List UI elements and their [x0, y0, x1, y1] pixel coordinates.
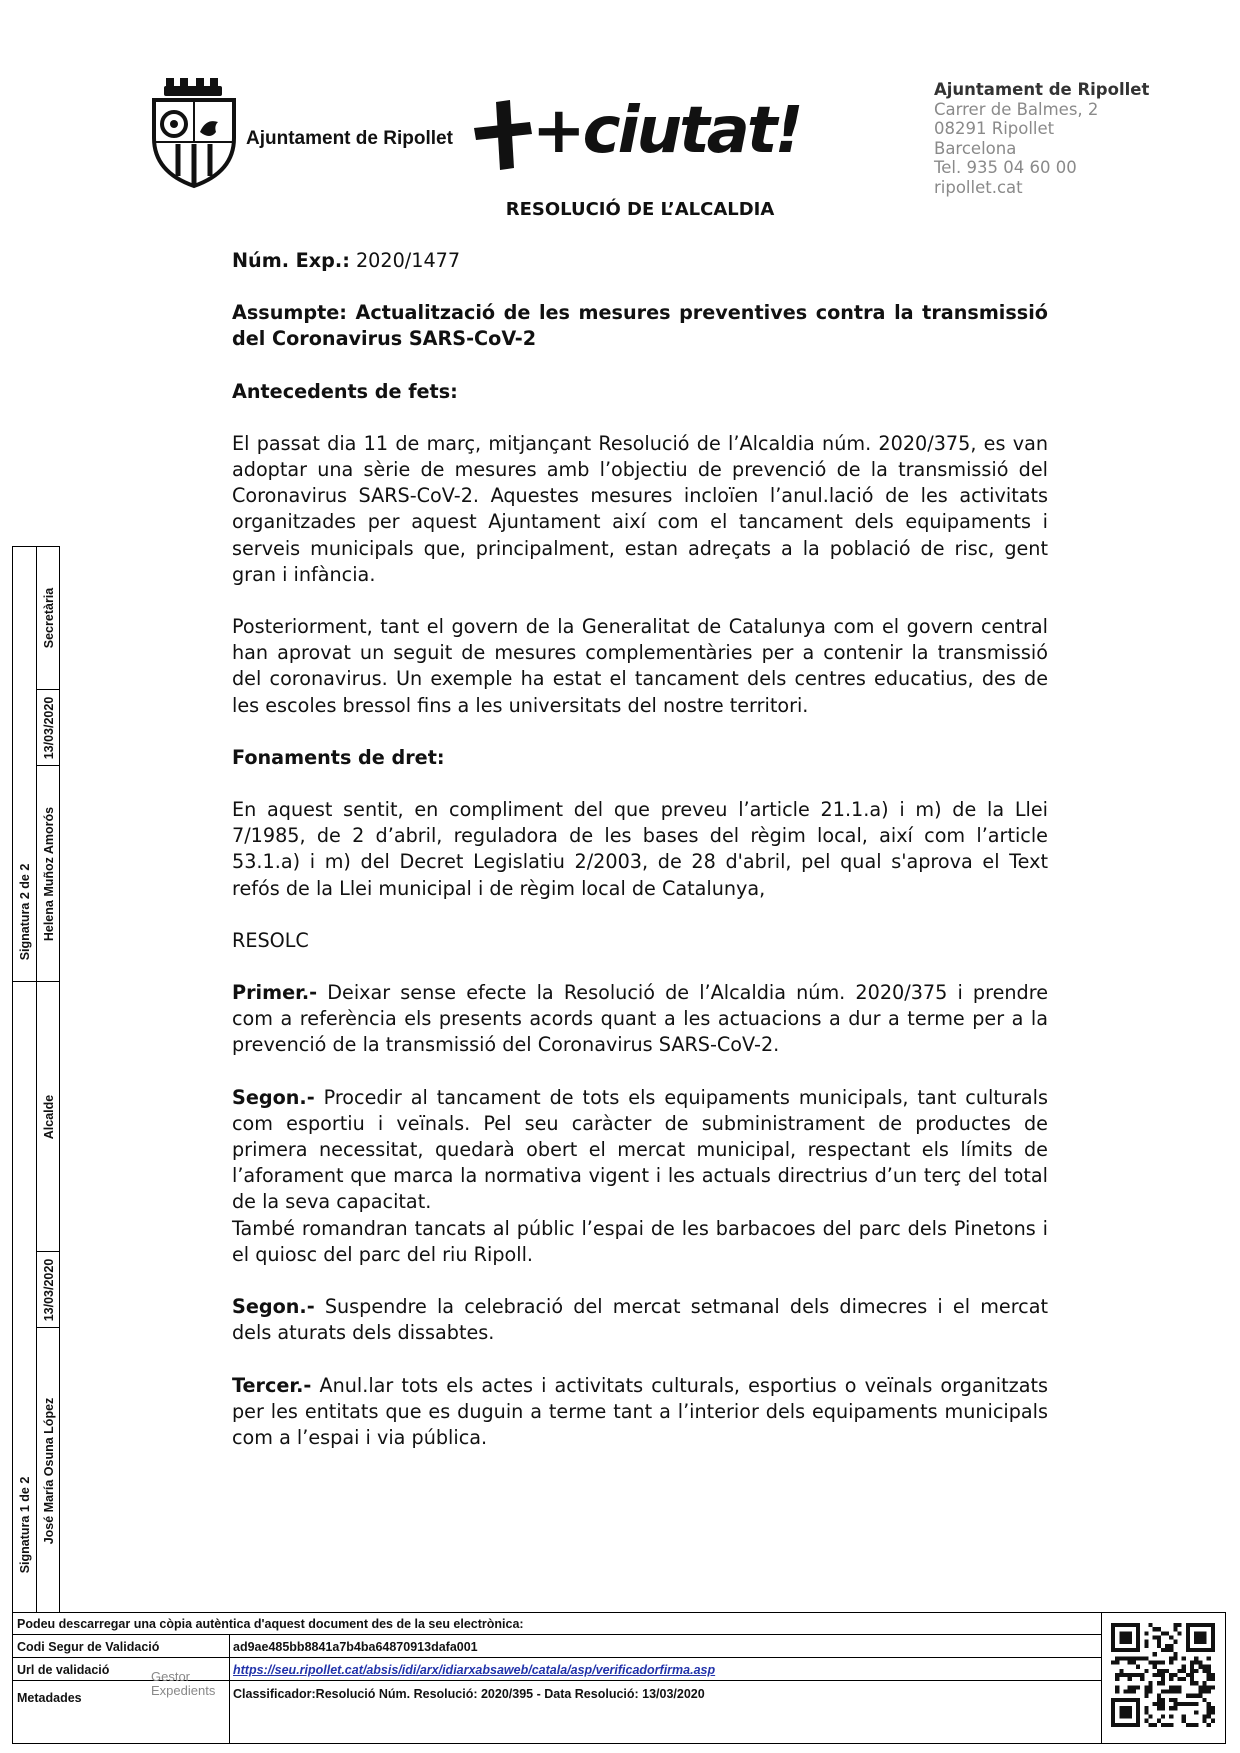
url-label: Url de validació	[17, 1663, 110, 1677]
signature-2-name: Helena Muñoz Amorós	[41, 806, 56, 942]
resolution-primer: Primer.- Deixar sense efecte la Resolució de l’Alcaldia núm. 2020/375 i prendre com a referència els presents acords quant a les actuacions a dur a terme per a la prevenció de la transmissió del Coronavirus SARS-CoV-2.	[232, 981, 1048, 1057]
metadata-label: Metadades	[17, 1691, 82, 1705]
signature-1-role-cell	[37, 981, 60, 1252]
ripollet-coat-of-arms-logo	[148, 76, 240, 188]
signature-1-name: José María Osuna López	[41, 1397, 56, 1545]
resolc: RESOLC	[232, 928, 309, 952]
letterhead-city: Barcelona	[934, 138, 1017, 158]
signature-strip	[12, 546, 60, 1613]
resolution-segon-1: Segon.- Procedir al tancament de tots els equipaments municipals, tant culturals com esportiu i veïnals. Pel seu caràcter de subministrament de productes de primera necessitat, quedarà obert el mercat municipal, respectant els límits de l’aforament que marca la normativa vigent i les actuals directrius d’un terç del total de la seva capacitat.	[232, 1085, 1048, 1214]
csv-value: ad9ae485bb8841a7b4ba64870913dafa001	[233, 1640, 478, 1654]
letterhead	[934, 80, 1149, 197]
fonaments-heading: Fonaments de dret:	[232, 745, 445, 769]
signature-2-date-cell	[37, 689, 60, 766]
subject: Assumpte: Actualització de les mesures preventives contra la transmissió del Coronavirus SARS-CoV-2	[232, 301, 1048, 351]
signature-1-role: Alcalde	[41, 1094, 56, 1140]
letterhead-web: ripollet.cat	[934, 177, 1023, 197]
csv-label: Codi Segur de Validació	[17, 1640, 160, 1654]
metadata-value: Classificador:Resolució Núm. Resolució: 2020/395 - Data Resolució: 13/03/2020	[233, 1687, 705, 1701]
signature-1-date: 13/03/2020	[41, 1258, 56, 1322]
signature-2-label-cell	[13, 843, 36, 981]
signature-1-date-cell	[37, 1251, 60, 1328]
expedient-number: Núm. Exp.: 2020/1477	[232, 249, 461, 272]
validation-url-link[interactable]: https://seu.ripollet.cat/absis/idi/arx/idiarxabsaweb/catala/asp/verificadorfirma.asp	[233, 1663, 716, 1677]
fonaments-paragraph: En aquest sentit, en compliment del que preveu l’article 21.1.a) i m) de la Llei 7/1985, de 2 d’abril, reguladora de les bases del règim local, així com l’article 53.1.a) i m) del Decret Legislatiu 2/2003, de 28 d'abril, pel qual s'aprova el Text refós de la Llei municipal i de règim local de Catalunya,	[232, 798, 1048, 900]
signature-2-label: Signatura 2 de 2	[17, 863, 32, 961]
signature-1-label: Signatura 1 de 2	[17, 1476, 32, 1574]
signature-2-role-cell	[37, 547, 60, 689]
download-notice: Podeu descarregar una còpia autèntica d'aquest document des de la seu electrònica:	[17, 1617, 524, 1631]
letterhead-address: Carrer de Balmes, 2	[934, 99, 1099, 119]
gestor-label: Gestor	[151, 1669, 191, 1684]
qr-code	[1111, 1623, 1215, 1727]
signature-2-role: Secretària	[41, 587, 56, 649]
campaign-logo-text: +ciutat!	[532, 94, 801, 168]
document-title: RESOLUCIÓ DE L’ALCALDIA	[505, 199, 775, 220]
document-body	[232, 248, 1048, 1451]
gestor-label-2: Expedients	[151, 1683, 216, 1698]
validation-footer	[12, 1612, 1226, 1744]
letterhead-postal: 08291 Ripollet	[934, 119, 1055, 138]
letterhead-phone: Tel. 935 04 60 00	[934, 158, 1077, 177]
antecedents-heading: Antecedents de fets:	[232, 379, 458, 403]
signature-1-label-cell	[13, 1437, 36, 1613]
logo-wordmark: Ajuntament de Ripollet	[246, 128, 453, 149]
resolution-segon-1-continued: També romandran tancats al públic l’espai de les barbacoes del parc dels Pinetons i el quiosc del parc del riu Ripoll.	[232, 1216, 1048, 1266]
antecedents-paragraph-2: Posteriorment, tant el govern de la Generalitat de Catalunya com el govern central han aprovat un seguit de mesures complementàries per a contenir la transmissió del coronavirus. Un exemple ha estat el tancament dels centres educatius, des de les escoles bressol fins a les universitats del nostre territori.	[232, 615, 1048, 717]
mes-ciutat-campaign-logo	[470, 72, 801, 176]
resolution-tercer: Tercer.- Anul.lar tots els actes i activitats culturals, esportius o veïnals organitzats per les entitats que es duguin a terme tant a l’interior dels equipaments municipals com a l’espai i via pública.	[232, 1373, 1048, 1449]
signature-2-date: 13/03/2020	[41, 696, 56, 760]
letterhead-name: Ajuntament de Ripollet	[934, 80, 1150, 99]
signature-2-name-cell	[37, 765, 60, 982]
signature-1-name-cell	[37, 1327, 60, 1614]
antecedents-paragraph-1: El passat dia 11 de març, mitjançant Resolució de l’Alcaldia núm. 2020/375, es van adoptar una sèrie de mesures amb l’objectiu de prevenció de la transmissió del Coronavirus SARS-CoV-2. Aquestes mesures incloïen l’anul.lació de les activitats organitzades per aquest Ajuntament així com el tancament dels equipaments i serveis municipals que, principalment, estan adreçats a la població de risc, gent gran i infància.	[232, 431, 1048, 586]
resolution-segon-2: Segon.- Suspendre la celebració del mercat setmanal dels dimecres i el mercat dels aturats dels dissabtes.	[232, 1295, 1048, 1345]
